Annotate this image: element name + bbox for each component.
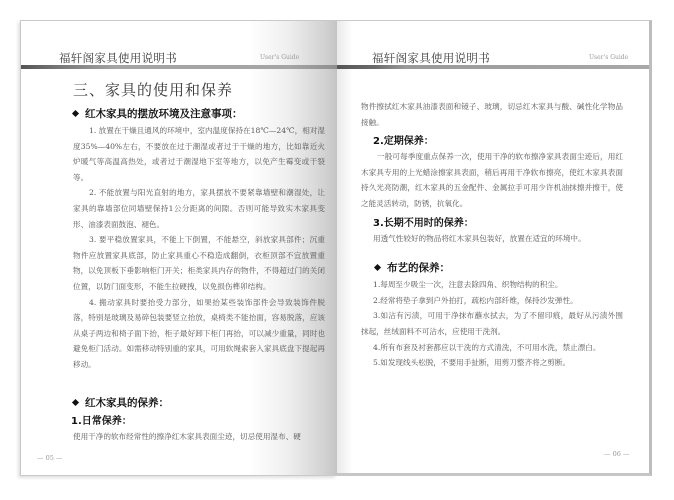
list-item: 4.所有布套及衬套都应以干洗的方式清洗，不可用水洗，禁止漂白。: [373, 342, 601, 352]
right-page: [337, 20, 652, 476]
paragraph: 2. 不能放置与阳光直射的地方，家具摆放不要紧靠墙壁和潮湿处，让家具的靠墙部位同墙壁保持1公分距离的间隙。否则可能导致实木家具变形、油漆表面鼓泡、褪色。: [73, 188, 325, 229]
page-number: — 05 —: [37, 454, 63, 462]
left-page: [20, 20, 337, 476]
header-title: 福轩阁家具使用说明书: [59, 51, 177, 65]
list-item: 2.经常将垫子拿到户外拍打，疏松内部纤维，保持沙发弹性。: [373, 295, 578, 305]
page-number: — 06 —: [604, 450, 630, 458]
paragraph: 3. 要平稳放置家具，不能上下倒置，不能悬空，斜放家具部件；沉重物件应放置家具底部，防止家具重心不稳造成翻倒，衣柜顶部不宜放置重物，以免顶板下垂影响柜门开关；柜类家具内存的物件，不得超过门的关闭位置，以防门面变形，不能生拉硬拽，以免损伤榫卯结构。: [73, 235, 325, 291]
diamond-bullet-icon: [374, 264, 381, 271]
section-heading-text: 红木家具的摆放环境及注意事项：: [85, 108, 243, 120]
diamond-bullet-icon: [72, 110, 79, 117]
right-page-content: [361, 99, 623, 371]
spacer: [361, 246, 623, 260]
diamond-bullet-icon: [72, 398, 79, 405]
section-heading-placement: [71, 106, 325, 121]
list-item: 3.如沾有污渍，可用干净抹布蘸水拭去，为了不留印痕，最好从污渍外围抹起，丝绒面料不可沾水，应使用干洗剂。: [361, 311, 623, 336]
header-divider: [337, 65, 649, 69]
paragraph: 一般可每季度重点保养一次，使用干净的软布擦净家具表面尘迹后，用红木家具专用的上光蜡涂擦家具表面，稍后再用干净软布擦亮，使红木家具表面持久光亮防潮，红木家具的五金配件、金属拉手可用少许机油抹擦并擦干，使之能灵活转动，防锈，抗氧化。: [361, 152, 623, 208]
subheading-long-term-care: 3.长期不用时的保养：: [373, 217, 474, 229]
subheading-daily-care: 1.日常保养：: [71, 415, 132, 427]
section-heading-text: 红木家具的保养：: [85, 396, 169, 409]
paragraph: 使用干净的软布经常性的擦净红木家具表面尘迹，切忌使用湿布、硬: [73, 431, 301, 441]
header-title: 福轩阁家具使用说明书: [372, 51, 490, 65]
list-item: 5.如发现线头松脱，不要用手扯断，用剪刀整齐将之剪断。: [373, 358, 571, 368]
subheading-periodic-care: 2.定期保养：: [373, 136, 434, 148]
paragraph: 4. 搬动家具时要抬受力部分，如果抬某些装饰部件会导致装饰件脱落，特别是玻璃及易碎包装要竖立抬放，桌椅类不能抬面，容易脱落，应该从桌子两边和椅子面下抬，柜子最好卸下柜门再抬，可以减少重量，同时也避免柜门活动。如需移动特别重的家具，可用软绳索套入家具底盘下提起再移动。: [73, 297, 325, 369]
list-item: 1.每周至少吸尘一次，注意去除四角、织物结构的积尘。: [373, 280, 563, 290]
left-page-content: [73, 79, 325, 444]
chapter-title: 三、家具的使用和保养: [73, 81, 234, 99]
spacer: [73, 373, 325, 395]
section-heading-fabric: [373, 260, 623, 275]
paragraph: 1. 放置在干燥且通风的环境中，室内温度保持在18℃—24℃，相对湿度35%—40%左右，不要放在过于潮湿或者过于干燥的地方，比如靠近火炉暖气等高温高热处，或者过于潮湿地下室等地方，以免产生霉变或干裂等。: [73, 126, 325, 182]
open-manual-spread: [20, 20, 652, 478]
header-subtitle: User's Guide: [589, 54, 629, 61]
header-subtitle: User's Guide: [260, 54, 300, 61]
section-heading-maintenance: [71, 395, 325, 410]
header-divider: [21, 65, 337, 69]
paragraph: 用透气性较好的物品将红木家具包装好，放置在适宜的环境中。: [373, 233, 586, 243]
paragraph: 物件擦拭红木家具油漆表面和镜子、玻璃，切忌红木家具与酸、碱性化学物品接触。: [361, 102, 623, 127]
section-heading-text: 布艺的保养：: [387, 262, 450, 275]
